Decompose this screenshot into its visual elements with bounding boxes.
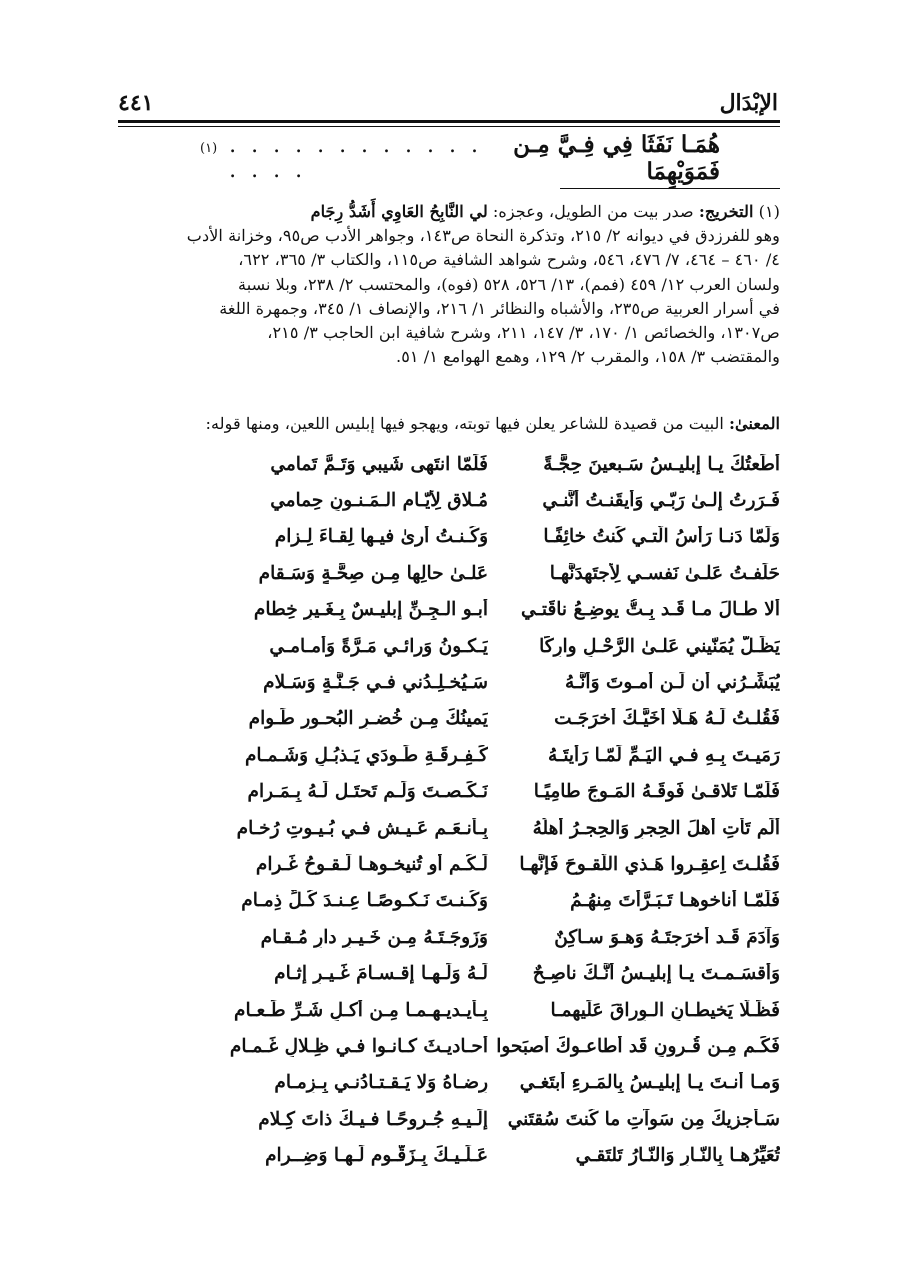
- poem-sadr: فَلَمّـا تَلاقـىٰ فَوقَـهُ المَـوجَ طامِيًـا: [533, 781, 780, 803]
- poem-sadr: يُبَشِّـرُني أَن لَـن أَمـوتَ وَأَنَّـهُ: [564, 672, 780, 694]
- running-title: الإبْدَال: [719, 90, 778, 116]
- poem-line: [210, 555, 780, 591]
- poem-ajuz: بِـأَيـديـهِـمـا مِـن أَكـلِ شَـرِّ طَـعـامِ: [233, 999, 488, 1021]
- poem-line: [210, 664, 780, 700]
- meaning-line: [118, 412, 780, 436]
- main-verse: [200, 131, 720, 185]
- poem-sadr: فَكَـم مِـن قُـرونٍ قَد أَطاعـوكَ أَصبَحوا: [496, 1035, 780, 1057]
- footnote-marker: (١): [200, 140, 218, 156]
- poem-line: [210, 701, 780, 737]
- poem-ajuz: لَـكُـم أَو تُنيخـوهـا لَـقـوحُ غَـرامِ: [255, 853, 488, 875]
- footnote-intro: صدر بيت من الطويل، وعجزه:: [492, 202, 694, 221]
- poem-line: [210, 955, 780, 991]
- poem-sadr: رَمَيـتَ بِـهِ فـي اليَـمِّ لَمّـا رَأَيتَـهُ: [547, 744, 780, 766]
- poem-ajuz: وَكُـنـتَ نَـكـوصًـا عِـنـدَ كُـلِّ ذِمـامِ: [241, 890, 488, 912]
- poem-ajuz: وَكُـنـتُ أَرىٰ فيـها لِقـاءَ لِـزامِ: [274, 526, 488, 548]
- poem-ajuz: مُـلاقٍ لِأَيّـامِ الـمَـنـونِ حِمامي: [270, 490, 488, 512]
- poem-line: [210, 810, 780, 846]
- page-header: [118, 86, 778, 116]
- poem-line: [210, 592, 780, 628]
- poem-sadr: أَلا طـالَ مـا قَـد بِـتُّ يوضِـعُ ناقَتـي: [521, 599, 780, 621]
- poem-line: [210, 482, 780, 518]
- poem-sadr: أَطَعتُكَ يـا إبليـسُ سَـبعينَ حِجَّـةً: [543, 453, 780, 475]
- poem-ajuz: وَزَوجَـتَـهُ مِـن خَـيـرِ دارِ مُـقـامِ: [260, 926, 488, 948]
- poem-line: [210, 1137, 780, 1173]
- meaning-text: البيت من قصيدة للشاعر يعلن فيها توبته، ويهجو فيها إبليس اللعين، ومنها قوله:: [205, 414, 724, 433]
- poem-line: [210, 992, 780, 1028]
- poem-sadr: حَلَفـتُ عَلـىٰ نَفسـي لِأَجتَهِدَنَّهـا: [549, 562, 780, 584]
- poem-line: [210, 919, 780, 955]
- poem-sadr: وَمـا أَنـتَ يـا إِبليـسُ بِالمَـرءِ أَبتَغـي: [519, 1072, 780, 1094]
- poem-sadr: وَآدَمَ قَـد أَخرَجتَـهُ وَهـوَ سـاكِنٌ: [554, 926, 780, 948]
- header-rule-thin: [118, 126, 780, 127]
- meaning-label: المعنىٰ:: [729, 414, 780, 433]
- poem-ajuz: بِـأَنـعَـمِ عَـيـشٍ فـي بُـيـوتِ رُخـامِ: [236, 817, 488, 839]
- poem-line: [210, 1028, 780, 1064]
- poem-ajuz: فَلَمّا انتَهى شَيبي وَتَـمَّ تَمامي: [270, 453, 488, 475]
- poem-sadr: فَقُلـتُ لَـهُ هَـلّا أُخَيَّـكَ أَخرَجَـت: [554, 708, 780, 730]
- main-verse-hemistich: هُمَـا نَفَثَا فِي فِـيَّ مِـن فَمَوَيْهِمَا: [513, 131, 720, 185]
- footnote-line: والمقتضب ٣/ ١٥٨، والمقرب ٢/ ١٢٩، وهمع الهوامع ١/ ٥١.: [396, 347, 780, 367]
- poem-line: [210, 846, 780, 882]
- poem-ajuz: عَلـىٰ حالِها مِـن صِحَّـةٍ وَسَـقامِ: [258, 562, 488, 584]
- poem-ajuz: أَبـو الـجِـنِّ إِبليـسٌ بِـغَـيرِ خِطامِ: [253, 599, 488, 621]
- poem-ajuz: أَحـاديـثَ كـانـوا فـي ظِـلالِ غَـمـامِ: [229, 1035, 488, 1057]
- poem-line: [210, 774, 780, 810]
- poem-ajuz: نَـكَـصـتَ وَلَـم تَحتَـل لَـهُ بِـمَـرامِ: [247, 781, 488, 803]
- poem-sadr: سَـأُجزيكَ مِن سَوآتِ ما كُنتَ سُقتَني: [507, 1108, 780, 1130]
- footnote-separator: [560, 188, 780, 189]
- poem-line: [210, 883, 780, 919]
- poem-sadr: يَظَـلُّ يُمَنّيني عَلـىٰ الرَّحْـلِ وارِكًا: [539, 635, 780, 657]
- poem-sadr: وَلَمّا دَنـا رَأسُ الَّتـي كُنتُ خائِفًـا: [543, 526, 780, 548]
- poem-ajuz: إِلَـيـهِ جُـروحًـا فـيـكَ ذاتَ كِـلامِ: [258, 1108, 488, 1130]
- footnote-number: (١): [758, 202, 780, 221]
- footnote-line: وهو للفرزدق في ديوانه ٢/ ٢١٥، وتذكرة النحاة ص١٤٣، وجواهر الأدب ص٩٥، وخزانة الأدب: [186, 226, 780, 246]
- poem-ajuz: رِضـاهُ وَلا يَـقـتـادُنـي بِـزِمـامِ: [274, 1072, 488, 1094]
- footnote-line: ٤/ ٤٦٠ – ٤٦٤، ٧/ ٤٧٦، ٥٤٦، وشرح شواهد الشافية ص١١٥، والكتاب ٣/ ٣٦٥، ٦٢٢،: [238, 250, 780, 270]
- poem-line: [210, 446, 780, 482]
- poem-ajuz: يَـكـونُ وَرائـي مَـرَّةً وَأَمـامـي: [269, 635, 488, 657]
- poem-line: [210, 519, 780, 555]
- poem-sadr: فَـرَرتُ إِلـىٰ رَبّـي وَأَيقَنـتُ أَنَّنـي: [542, 490, 780, 512]
- poem: [210, 446, 780, 1174]
- poem-sadr: فَقُلـتَ اِعقِـروا هَـذي اللَّقـوحَ فَإِنَّهـا: [519, 853, 780, 875]
- poem-sadr: وَأَقسَـمـتَ يـا إِبليـسُ أَنَّـكَ ناصِـحٌ: [532, 963, 780, 985]
- poem-sadr: أَلَم تَأتِ أَهلَ الحِجرِ وَالحِجـرُ أَهلُهُ: [532, 817, 780, 839]
- poem-sadr: تُعَيِّرُهـا بِالنّـارِ وَالنّـارُ تَلتَقـي: [575, 1145, 780, 1167]
- poem-ajuz: سَـيُخـلِـدُني فـي جَـنَّـةٍ وَسَـلامِ: [263, 672, 488, 694]
- footnote-line: في أسرار العربية ص٢٣٥، والأشباه والنظائر ١/ ٢١٦، والإنصاف ١/ ٣٤٥، وجمهرة اللغة: [219, 298, 780, 318]
- poem-ajuz: يَمينُكَ مِـن خُضـرِ البُحـورِ طَـوامِ: [248, 708, 488, 730]
- poem-line: [210, 737, 780, 773]
- poem-ajuz: لَـهُ وَلَـهـا إِقـسـامَ غَـيـرِ إِثـامِ: [274, 963, 488, 985]
- footnote: [118, 200, 780, 369]
- poem-line: [210, 1101, 780, 1137]
- footnote-second-hemistich: لي النَّابِحُ العَاوِي أَشَدُّ رِجَام: [310, 202, 488, 221]
- footnote-line: ص١٣٠٧، والخصائص ١/ ١٧٠، ٣/ ١٤٧، ٢١١، وشرح شافية ابن الحاجب ٣/ ٢١٥،: [267, 323, 780, 343]
- header-rule-thick: [118, 120, 780, 123]
- page-number: ٤٤١: [118, 90, 154, 116]
- poem-sadr: فَظَـلّا يَخيطـانِ الـوِراقَ عَلَيهِمـا: [550, 999, 780, 1021]
- poem-sadr: فَلَمّـا أَناخوهـا تَـبَـرَّأتَ مِنهُـمُ: [570, 890, 780, 912]
- footnote-first-line: [118, 200, 780, 224]
- footnote-label: التخريج:: [698, 202, 754, 221]
- main-verse-dots: . . . . . . . . . . . . . . . .: [229, 133, 482, 183]
- footnote-line: ولسان العرب ١٢/ ٤٥٩ (فمم)، ١٣/ ٥٢٦، ٥٢٨ (فوه)، والمحتسب ٢/ ٢٣٨، وبلا نسبة: [238, 274, 780, 294]
- poem-ajuz: كَـفِـرقَـةِ طَـودَي يَـذبُـلٍ وَشَـمـامِ: [244, 744, 488, 766]
- poem-ajuz: عَـلَـيـكَ بِـزَقّـومٍ لَـهـا وَضِــرامِ: [265, 1145, 488, 1167]
- poem-line: [210, 1065, 780, 1101]
- poem-line: [210, 628, 780, 664]
